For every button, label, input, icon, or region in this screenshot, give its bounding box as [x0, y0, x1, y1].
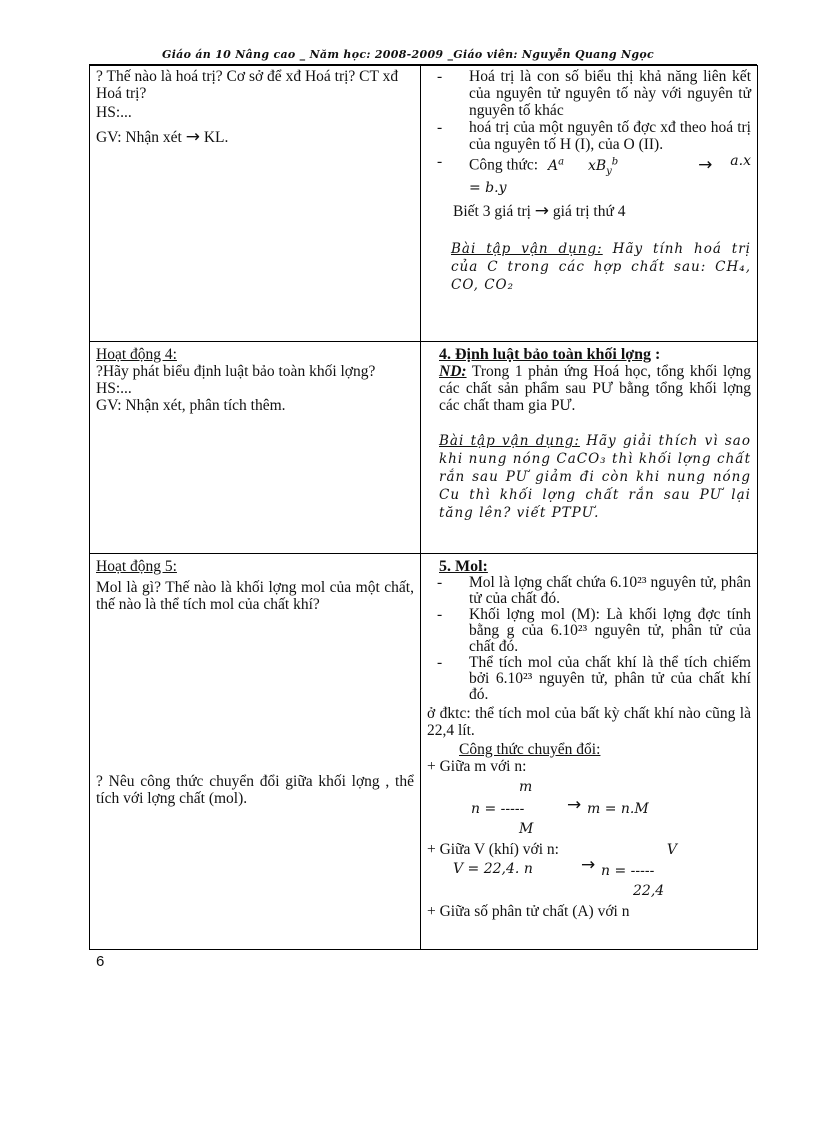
- student-answer: HS:...: [96, 104, 132, 121]
- known-prefix: Biết 3 giá trị: [453, 203, 531, 221]
- arrow-right-icon: →: [185, 127, 200, 147]
- teacher-comment: GV: Nhận xét, phân tích thêm.: [96, 397, 286, 414]
- volume-numerator: V: [666, 842, 677, 858]
- formula-label: Công thức:: [469, 156, 539, 174]
- volume-label-text: + Giữa V (khí) với n:: [427, 841, 559, 858]
- question-mol: Mol là gì? Thế nào là khối lợng mol của một chất, thế nào là thể tích mol của chất khí?: [96, 579, 414, 613]
- page-header: Giáo án 10 Nâng cao _ Năm học: 2008-2009 _Giáo viên: Nguyễn Quang Ngọc: [162, 48, 654, 61]
- known-values-note: [427, 203, 751, 220]
- activity-title: Hoạt động 5:: [96, 558, 177, 575]
- exercise-label: Bài tập vận dụng:: [439, 433, 580, 449]
- law-text: Trong 1 phản ứng Hoá học, tổng khối lợng các chất sản phẩm sau PƯ bằng tổng khối lợng các chất tham gia PƯ.: [439, 363, 751, 414]
- arrow-right-icon: →: [698, 154, 713, 175]
- content-cell: [421, 554, 758, 950]
- exercise-text: Hãy tính hoá trị của C trong các hợp chất sau: CH₄, CO, CO₂: [451, 241, 751, 294]
- formula-item: [427, 153, 751, 197]
- volume-lhs: V = 22,4. n: [453, 861, 533, 877]
- question-valence: ? Thế nào là hoá trị? Cơ sở để xđ Hoá trị? CT xđ Hoá trị?: [96, 68, 399, 102]
- exercise: [427, 432, 751, 522]
- conversion-title: Công thức chuyển đổi:: [459, 741, 601, 758]
- exercise: [427, 240, 751, 294]
- content-cell: [421, 342, 758, 554]
- stp-note: ở đktc: thể tích mol của bất kỳ chất khí nào cũng là 22,4 lít.: [427, 705, 751, 739]
- formula-a: $A^a$: [547, 156, 565, 174]
- arrow-right-icon: →: [581, 855, 596, 875]
- section-title-text: 5. Mol:: [439, 558, 488, 575]
- mass-conversion-label: + Giữa m với n:: [427, 758, 527, 775]
- table-row: [90, 342, 758, 554]
- student-answer: HS:...: [96, 380, 132, 397]
- particle-conversion-label: + Giữa số phân tử chất (A) với n: [427, 903, 630, 920]
- content-label: ND:: [439, 363, 467, 380]
- known-suffix: giá trị thứ 4: [552, 203, 626, 221]
- volume-rhs: n = -----: [601, 863, 655, 879]
- activity-title: Hoạt động 4:: [96, 346, 177, 363]
- section-title-text: 4. Định luật bảo toàn khối lợng: [439, 346, 652, 363]
- volume-denominator: 22,4: [633, 883, 665, 899]
- exercise-text: Hãy giải thích vì sao khi nung nóng CaCO₃ thì khối lợng chất rắn sau PƯ giảm đi còn khi nung nóng Cu thì khối lợng chất rắn sau PƯ lại tăng lên? viết PTPƯ.: [439, 433, 751, 521]
- list-item: - hoá trị của một nguyên tố đợc xđ theo hoá trị của nguyên tố H (I), của O (II).: [427, 119, 751, 153]
- formula-rhs-2: = b.y: [469, 180, 507, 197]
- arrow-right-icon: →: [567, 795, 582, 815]
- table-row: [90, 554, 758, 950]
- formula-b: $xB_y^b$: [587, 156, 619, 177]
- table-row: [90, 66, 758, 342]
- section-title: [427, 346, 751, 363]
- teacher-comment-prefix: GV: Nhận xét: [96, 129, 182, 146]
- teacher-student-cell: [90, 66, 421, 342]
- exercise-label: Bài tập vận dụng:: [451, 241, 603, 258]
- content-cell: [421, 66, 758, 342]
- list-item: - Mol là lợng chất chứa 6.10²³ nguyên tử, phân tử của chất đó.: [427, 575, 751, 607]
- section-title: [427, 558, 751, 575]
- lesson-table: [89, 65, 758, 950]
- mass-rhs: m = n.M: [587, 801, 649, 817]
- question-conversion: ? Nêu công thức chuyển đổi giữa khối lợng , thể tích với lợng chất (mol).: [96, 773, 414, 807]
- page-number: 6: [96, 953, 105, 970]
- formula-rhs: a.x: [730, 153, 751, 169]
- teacher-student-cell: [90, 342, 421, 554]
- section-title-tail: :: [655, 346, 661, 363]
- question-conservation: ?Hãy phát biểu định luật bảo toàn khối lợng?: [96, 363, 376, 380]
- mass-numerator: m: [519, 779, 533, 795]
- list-item: - Hoá trị là con số biểu thị khả năng liên kết của nguyên tử nguyên tố này với nguyên tử nguyên tố khác: [427, 68, 751, 119]
- arrow-right-icon: →: [534, 201, 550, 222]
- teacher-comment: [96, 129, 414, 146]
- teacher-comment-suffix: KL.: [203, 129, 229, 146]
- mass-formula: [427, 775, 751, 837]
- volume-formula: [427, 855, 751, 903]
- teacher-student-cell: [90, 554, 421, 950]
- mass-denominator: M: [519, 821, 534, 837]
- list-item: - Thể tích mol của chất khí là thể tích chiếm bởi 6.10²³ nguyên tử, phân tử của chất khí đó.: [427, 655, 751, 703]
- law-statement: [427, 363, 751, 414]
- mass-lhs: n = -----: [471, 801, 525, 817]
- list-item: - Khối lợng mol (M): Là khối lợng đợc tính bằng g của 6.10²³ nguyên tử, phân tử của chất đó.: [427, 607, 751, 655]
